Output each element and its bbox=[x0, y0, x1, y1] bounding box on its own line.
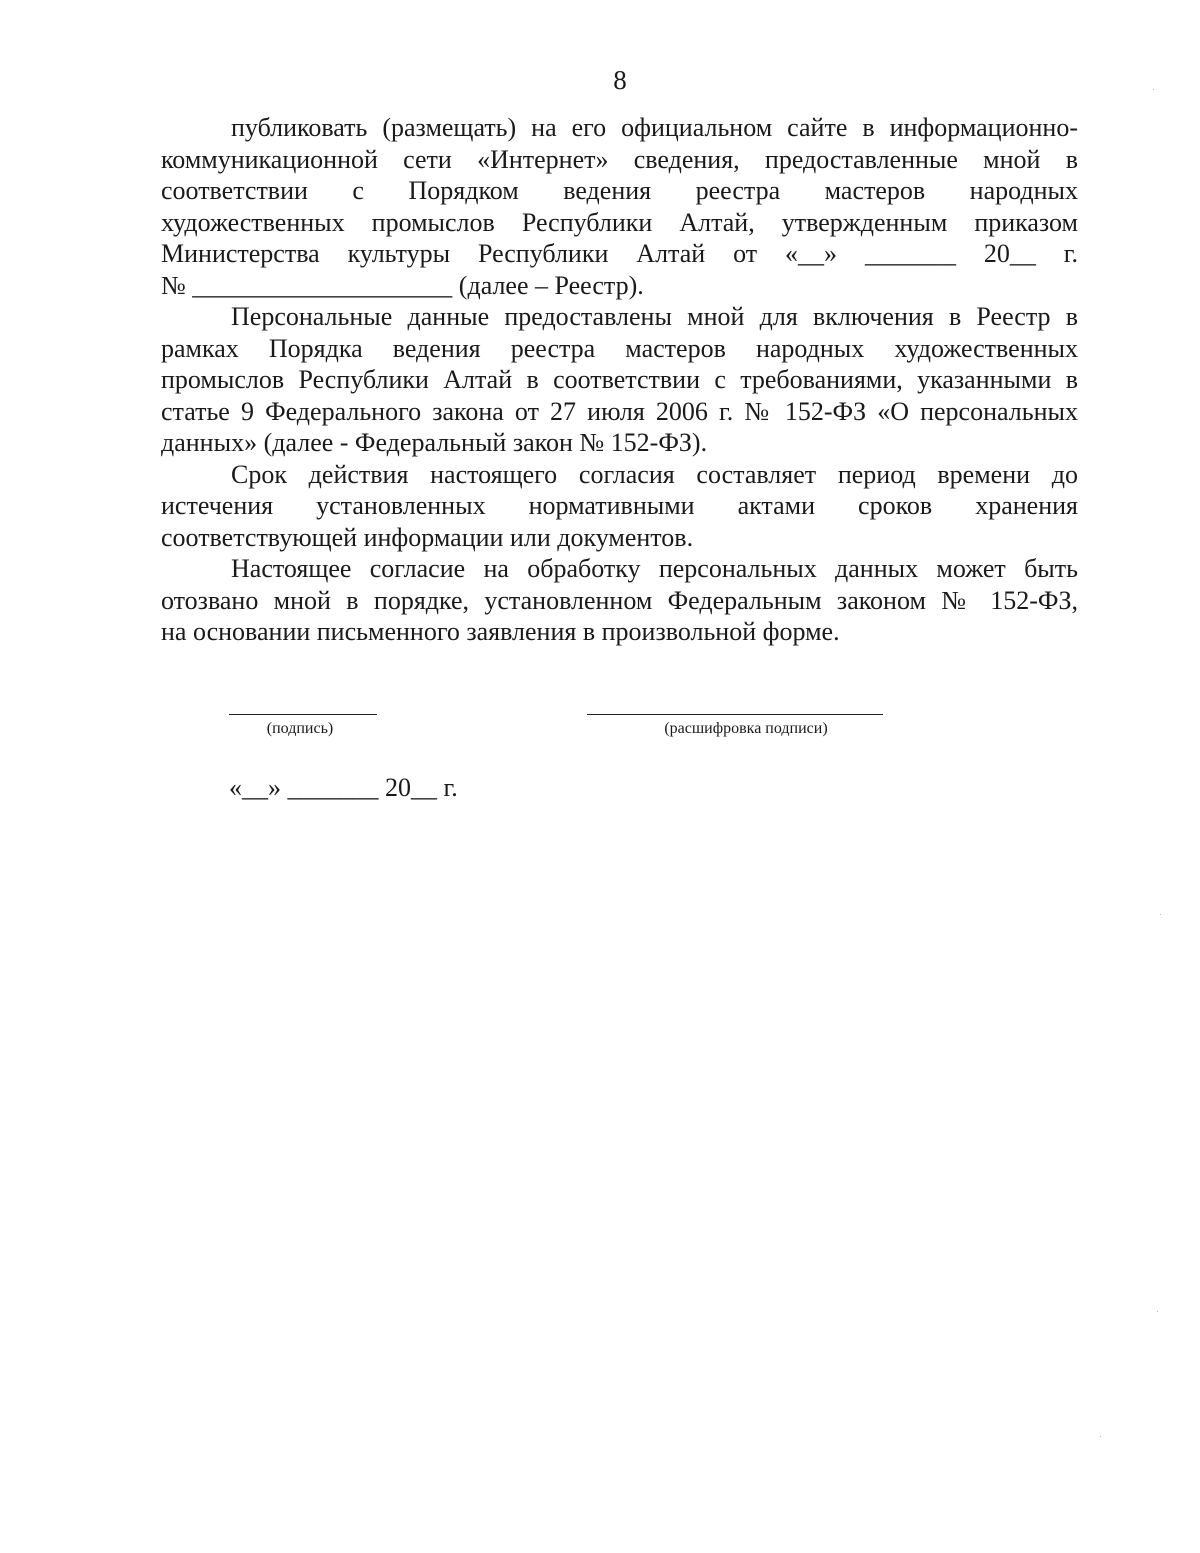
text-line: Настоящее согласие на обработку персональных данных может быть bbox=[231, 554, 1078, 583]
signature-decoding-line bbox=[587, 714, 883, 715]
paragraph-consent-revocation bbox=[161, 553, 1078, 648]
text-line: на основании письменного заявления в произвольной форме. bbox=[161, 617, 840, 646]
text-line: Персональные данные предоставлены мной для включения в Реестр в bbox=[231, 302, 1078, 331]
text-line: № ____________________ (далее – Реестр). bbox=[161, 270, 644, 300]
text-line: коммуникационной сети «Интернет» сведения, предоставленные мной в bbox=[161, 144, 1078, 174]
text-line: данных» (далее - Федеральный закон № 152-ФЗ). bbox=[161, 428, 708, 457]
text-line: отозвано мной в порядке, установленном Федеральным законом № 152-ФЗ, bbox=[161, 585, 1078, 615]
text-line: Министерства культуры Республики Алтай от «__» _______ 20__ г. bbox=[161, 239, 1078, 268]
text-line: рамках Порядка ведения реестра мастеров народных художественных bbox=[161, 333, 1078, 363]
paragraph-personal-data bbox=[161, 301, 1078, 459]
scan-speck bbox=[1157, 1311, 1158, 1312]
text-line: статье 9 Федерального закона от 27 июля 2006 г. № 152-ФЗ «О персональных bbox=[161, 396, 1078, 426]
text-line: истечения установленных нормативными актами сроков хранения bbox=[161, 491, 1078, 520]
signature-caption: (подпись) bbox=[266, 720, 334, 737]
text-line: публиковать (размещать) на его официальном сайте в информационно- bbox=[231, 113, 1078, 142]
scan-speck bbox=[1160, 914, 1161, 915]
text-line: промыслов Республики Алтай в соответствии с требованиями, указанными в bbox=[161, 365, 1078, 394]
text-line: соответствии с Порядком ведения реестра мастеров народных bbox=[161, 176, 1078, 205]
document-body bbox=[161, 112, 1078, 648]
text-line: соответствующей информации или документов. bbox=[161, 522, 694, 552]
page-number: 8 bbox=[613, 65, 627, 95]
scan-speck bbox=[1100, 1436, 1101, 1437]
signature-date: «__» _______ 20__ г. bbox=[229, 773, 458, 802]
scan-speck bbox=[1153, 89, 1154, 90]
signature-decoding-caption: (расшифровка подписи) bbox=[664, 720, 828, 737]
paragraph-consent-term bbox=[161, 459, 1078, 554]
signature-line bbox=[229, 714, 377, 715]
paragraph-consent-publication bbox=[161, 112, 1078, 301]
text-line: Срок действия настоящего согласия составляет период времени до bbox=[231, 459, 1078, 489]
text-line: художественных промыслов Республики Алтай, утвержденным приказом bbox=[161, 207, 1078, 237]
